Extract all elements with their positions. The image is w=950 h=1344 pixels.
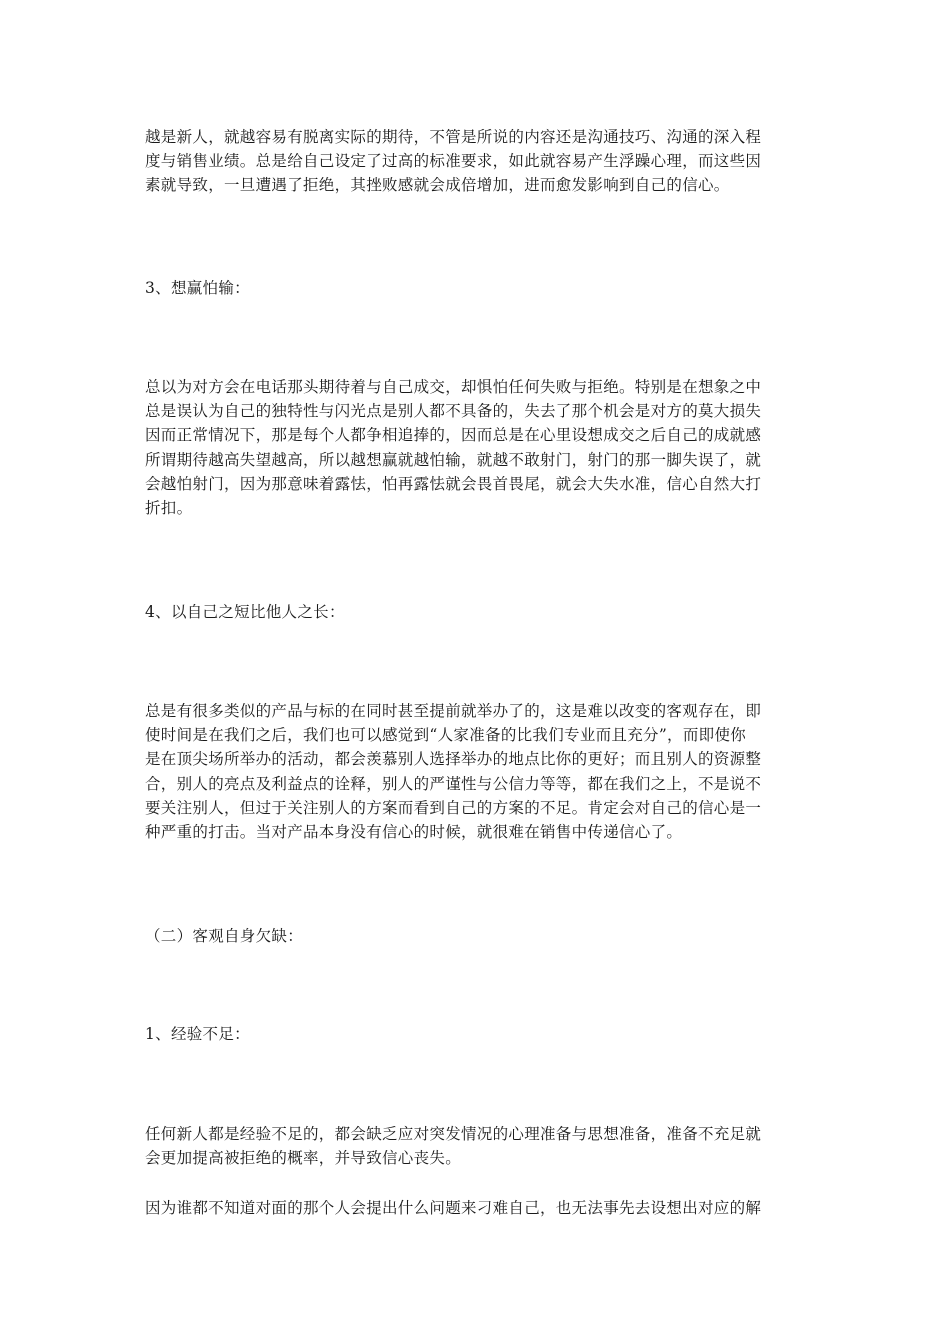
text-line: 总以为对方会在电话那头期待着与自己成交，却惧怕任何失败与拒绝。特别是在想象之中 <box>145 378 762 396</box>
text-line: 是在顶尖场所举办的活动，都会羡慕别人选择举办的地点比你的更好；而且别人的资源整 <box>145 750 762 769</box>
paragraph-lack-experience <box>145 1122 810 1170</box>
text-line: 会越怕射门，因为那意味着露怯，怕再露怯就会畏首畏尾，就会大失水准，信心自然大打 <box>145 474 762 493</box>
heading-want-win-fear-lose: 3、想赢怕输： <box>145 279 250 297</box>
section-heading-objective-deficiency: （二）客观自身欠缺： <box>145 927 304 945</box>
text-line: 任何新人都是经验不足的，都会缺乏应对突发情况的心理准备与思想准备，准备不充足就 <box>145 1125 762 1143</box>
text-line: 素就导致，一旦遭遇了拒绝，其挫败感就会成倍增加，进而愈发影响到自己的信心。 <box>145 176 730 195</box>
paragraph-want-win-fear-lose <box>145 375 810 520</box>
text-line: 因而正常情况下，那是每个人都争相追捧的，因而总是在心里设想成交之后自己的成就感 <box>145 426 762 445</box>
text-line: 因为谁都不知道对面的那个人会提出什么问题来刁难自己，也无法事先去设想出对应的解 <box>145 1199 762 1217</box>
paragraph-unknown-questions <box>145 1196 810 1220</box>
text-line: 会更加提高被拒绝的概率，并导致信心丧失。 <box>145 1149 462 1168</box>
text-line: 越是新人，就越容易有脱离实际的期待，不管是所说的内容还是沟通技巧、沟通的深入程 <box>145 128 762 146</box>
text-line: 种严重的打击。当对产品本身没有信心的时候，就很难在销售中传递信心了。 <box>145 822 683 841</box>
heading-lack-experience: 1、经验不足： <box>145 1025 250 1043</box>
heading-compare-weakness: 4、以自己之短比他人之长： <box>145 603 345 621</box>
paragraph-compare-weakness <box>145 699 810 844</box>
text-line: 总是误认为自己的独特性与闪光点是别人都不具备的，失去了那个机会是对方的莫大损失 <box>145 402 762 421</box>
text-line: 总是有很多类似的产品与标的在同时甚至提前就举办了的，这是难以改变的客观存在，即 <box>145 702 762 720</box>
text-line: 使时间是在我们之后，我们也可以感觉到“人家准备的比我们专业而且充分”，而即使你 <box>145 726 747 745</box>
paragraph-expectations <box>145 125 810 198</box>
text-line: 合，别人的亮点及利益点的诠释，别人的严谨性与公信力等等，都在我们之上，不是说不 <box>145 774 762 793</box>
text-line: 折扣。 <box>145 498 193 517</box>
text-line: 度与销售业绩。总是给自己设定了过高的标准要求，如此就容易产生浮躁心理，而这些因 <box>145 152 762 171</box>
text-line: 所谓期待越高失望越高，所以越想赢就越怕输，就越不敢射门，射门的那一脚失误了，就 <box>145 450 762 469</box>
text-line: 要关注别人，但过于关注别人的方案而看到自己的方案的不足。肯定会对自己的信心是一 <box>145 798 762 817</box>
